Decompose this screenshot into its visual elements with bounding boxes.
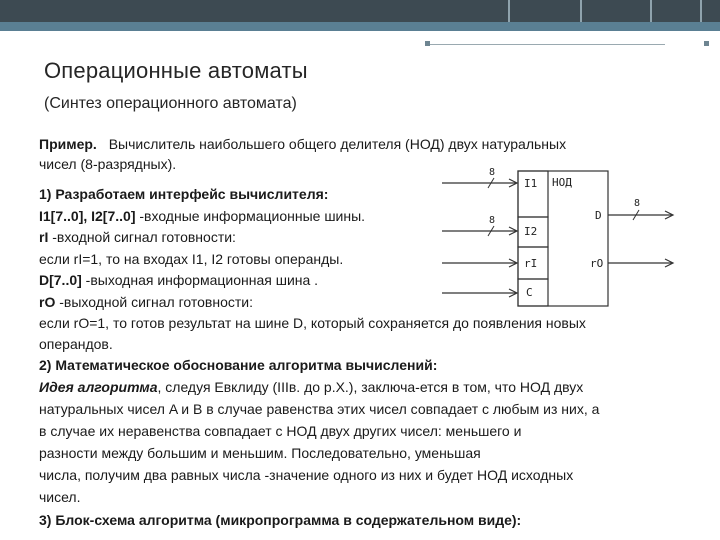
top-bar-divider xyxy=(580,0,582,22)
slide-accent-bar xyxy=(0,22,720,31)
output-label-d: D xyxy=(595,209,602,222)
ri-label: rI xyxy=(39,229,49,245)
output-label-ro: rO xyxy=(590,257,604,270)
interface-line-3: если rI=1, то на входах I1, I2 готовы операнды. xyxy=(39,251,344,267)
slide-top-bar xyxy=(0,0,720,22)
gcd-block-diagram xyxy=(440,165,710,320)
ro-label: rO xyxy=(39,294,56,310)
input-bus-i2-width: 8 xyxy=(489,215,496,226)
decorative-square xyxy=(704,41,709,46)
input-label-c: C xyxy=(526,286,533,299)
algorithm-idea-label: Идея алгоритма xyxy=(39,379,158,395)
decorative-square xyxy=(425,41,430,46)
top-bar-divider xyxy=(650,0,652,22)
input-bus-i1-width: 8 xyxy=(489,167,496,178)
algorithm-idea-text: , следуя Евклиду (IIIв. до р.Х.), заключа-ется в том, что НОД двух xyxy=(157,379,584,395)
top-bar-divider xyxy=(700,0,702,22)
interface-line-2 xyxy=(39,227,236,247)
input-label-i1: I1 xyxy=(524,177,538,190)
section-3-heading: 3) Блок-схема алгоритма (микропрограмма в содержательном виде): xyxy=(39,512,522,528)
interface-line-4 xyxy=(39,270,318,290)
output-bus-label: D[7..0] xyxy=(39,272,82,288)
interface-line-5 xyxy=(39,292,253,312)
example-text: Вычислитель наибольшего общего делителя (НОД) двух натуральных xyxy=(108,136,567,152)
slide-subtitle: (Синтез операционного автомата) xyxy=(44,95,297,112)
algorithm-line-2: натуральных чисел A и B в случае равенства этих чисел совпадает с любым из них, а xyxy=(39,401,600,417)
interface-line-7: операндов. xyxy=(39,336,113,352)
interface-line-1 xyxy=(39,206,365,226)
section-2-heading: 2) Математическое обоснование алгоритма вычислений: xyxy=(39,357,438,373)
section-1-heading: 1) Разработаем интерфейс вычислителя: xyxy=(39,186,329,202)
block-title: НОД xyxy=(552,176,572,189)
decorative-rule xyxy=(430,44,665,45)
example-line xyxy=(39,134,566,154)
input-buses-label: I1[7..0], I2[7..0] xyxy=(39,208,136,224)
slide-title: Операционные автоматы xyxy=(44,58,308,83)
example-line-2: чисел (8-разрядных). xyxy=(39,156,177,172)
output-bus-d-width: 8 xyxy=(634,198,641,209)
algorithm-line-3: в случае их неравенства совпадает с НОД двух других чисел: меньшего и xyxy=(39,423,522,439)
input-label-ri: rI xyxy=(524,257,538,270)
output-bus-text: -выходная информационная шина . xyxy=(81,272,319,288)
input-label-i2: I2 xyxy=(524,225,538,238)
ro-text: -выходной сигнал готовности: xyxy=(55,294,254,310)
algorithm-line-6: чисел. xyxy=(39,489,81,505)
algorithm-line-5: числа, получим два равных числа -значение одного из них и будет НОД исходных xyxy=(39,467,574,483)
input-buses-text: -входные информационные шины. xyxy=(135,208,366,224)
algorithm-line-1 xyxy=(39,377,583,397)
interface-line-6: если rO=1, то готов результат на шине D, который сохраняется до появления новых xyxy=(39,315,586,331)
ri-text: -входной сигнал готовности: xyxy=(48,229,236,245)
example-label: Пример. xyxy=(39,136,97,152)
algorithm-line-4: разности между большим и меньшим. Последовательно, уменьшая xyxy=(39,445,481,461)
top-bar-divider xyxy=(508,0,510,22)
